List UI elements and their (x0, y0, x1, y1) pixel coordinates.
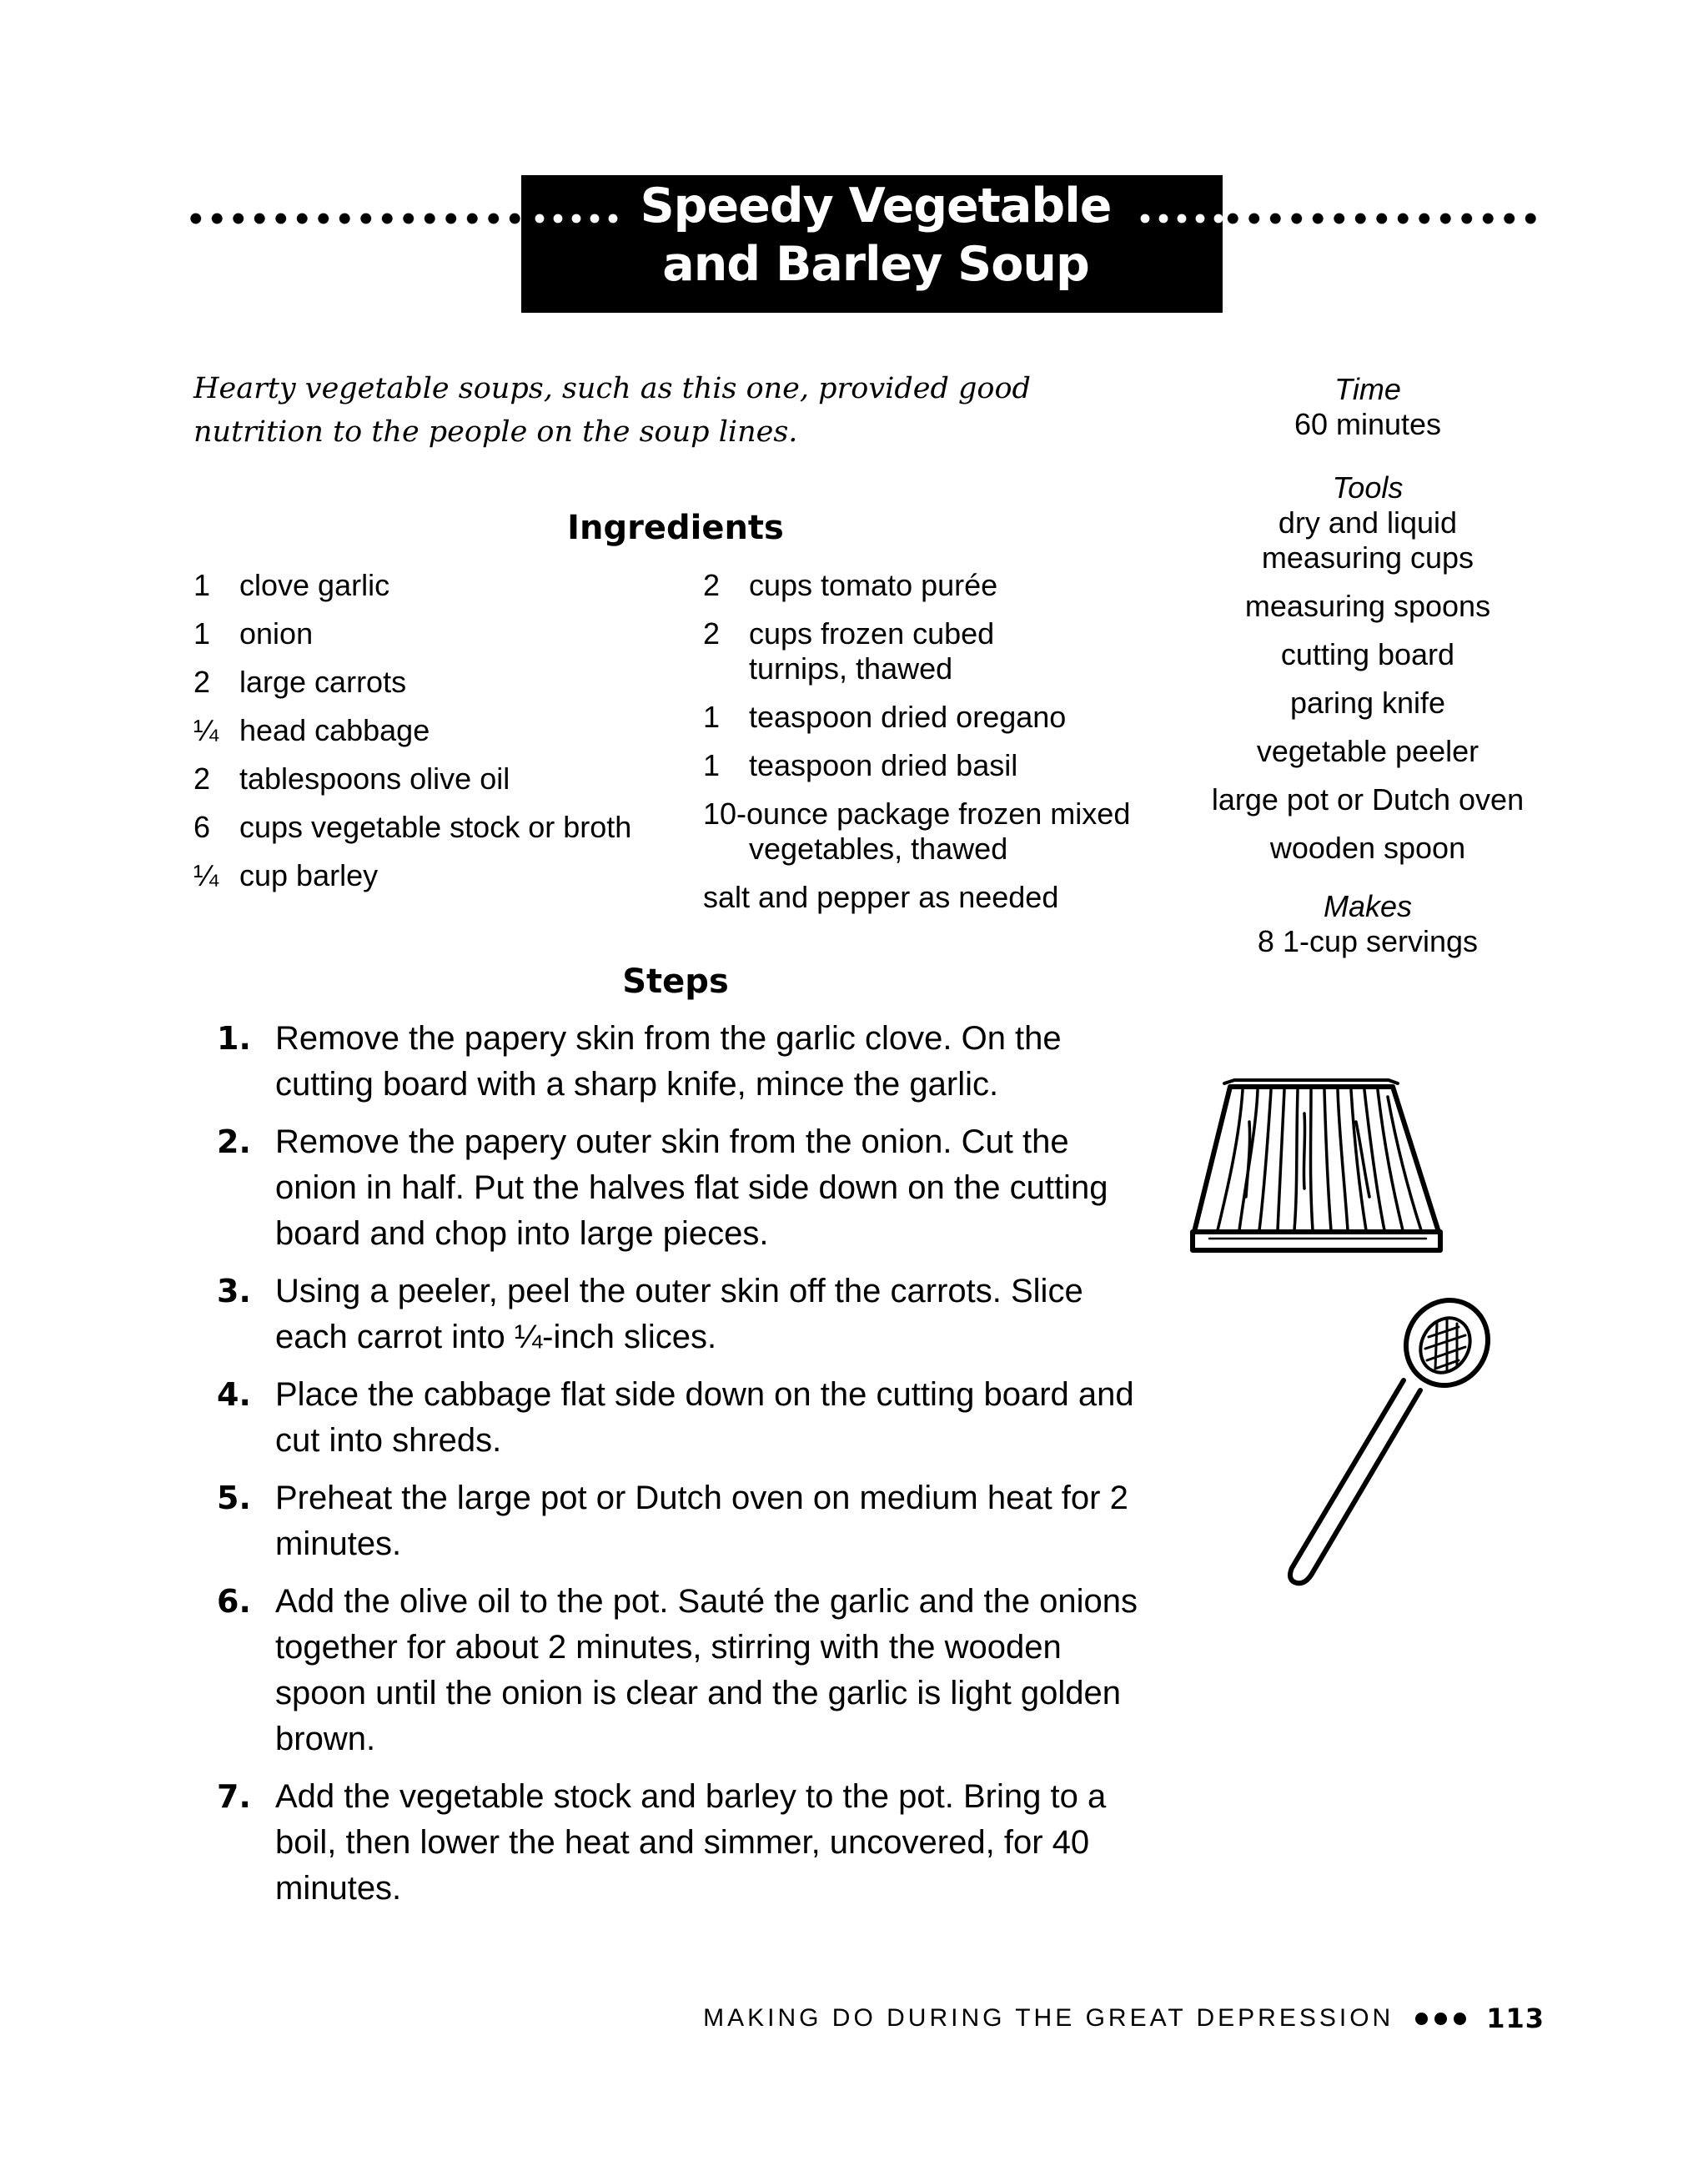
ingredient-item: 10-ounce package frozen mixed vegetables, thawed (703, 797, 1131, 866)
recipe-title-line-2: and Barley Soup (662, 237, 1089, 292)
ingredient-item: ¼ head cabbage (193, 713, 430, 747)
footer-dots-ornament (1415, 2013, 1466, 2025)
tool-item: cutting board (1280, 637, 1455, 671)
ingredient-item: 6 cups vegetable stock or broth (193, 810, 632, 844)
recipe-title (617, 177, 1134, 294)
ingredient-item: 1 clove garlic (193, 568, 390, 602)
tools-label: Tools (1332, 470, 1404, 505)
tool-item: measuring spoons (1244, 589, 1491, 623)
step-item: 6. Add the olive oil to the pot. Sauté the garlic and the onions together for about 2 minutes, stirring with the wooden spoon until the onion is clear and the garlic is light golden brown. (217, 1583, 1138, 1757)
tools-block (1184, 470, 1551, 866)
tool-item: paring knife (1289, 686, 1446, 720)
ingredient-item: 2 large carrots (193, 665, 407, 699)
recipe-sidebar (1184, 372, 1551, 976)
ingredient-item: 1 onion (193, 616, 314, 651)
step-item: 4. Place the cabbage flat side down on the cutting board and cut into shreds. (217, 1376, 1134, 1459)
cutting-board-icon (1184, 1072, 1451, 1264)
steps-list (208, 1016, 1151, 1923)
ingredient-item: 1 teaspoon dried oregano (703, 700, 1067, 734)
step-item: 2. Remove the papery outer skin from the onion. Cut the onion in half. Put the halves flat side down on the cutting board and chop into large pieces. (217, 1123, 1108, 1252)
page-number: 113 (1486, 2003, 1545, 2034)
makes-label: Makes (1323, 889, 1413, 923)
ingredients-heading: Ingredients (567, 509, 784, 547)
ingredient-item: 2 cups tomato purée (703, 568, 998, 602)
title-dot-leader-left (185, 212, 522, 225)
step-item: 1. Remove the papery skin from the garlic clove. On the cutting board with a sharp knife, mince the garlic. (217, 1020, 1062, 1103)
title-inner-dots-left (530, 212, 618, 225)
tool-item: dry and liquid measuring cups (1261, 505, 1474, 575)
step-item: 5. Preheat the large pot or Dutch oven on medium heat for 2 minutes. (217, 1480, 1128, 1562)
ingredient-item: 2 tablespoons olive oil (193, 761, 510, 796)
wooden-spoon-icon (1280, 1297, 1530, 1597)
ingredient-item: ¼ cup barley (193, 858, 379, 892)
time-value: 60 minutes (1294, 407, 1442, 441)
intro-line-2: nutrition to the people on the soup lines. (193, 415, 798, 449)
title-inner-dots-right (1136, 212, 1223, 225)
recipe-intro (193, 367, 1153, 454)
step-item: 3. Using a peeler, peel the outer skin off the carrots. Slice each carrot into ¼-inch slices. (217, 1273, 1083, 1355)
title-dot-leader-right (1201, 212, 1546, 225)
time-block (1184, 372, 1551, 442)
recipe-title-line-1: Speedy Vegetable (640, 178, 1112, 234)
tool-item: vegetable peeler (1256, 734, 1479, 768)
tool-item: large pot or Dutch oven (1211, 782, 1525, 817)
ingredient-item: salt and pepper as needed (703, 880, 1059, 914)
step-item: 7. Add the vegetable stock and barley to the pot. Bring to a boil, then lower the heat and simmer, uncovered, for 40 minutes. (217, 1778, 1107, 1907)
ingredient-item: 2 cups frozen cubed turnips, thawed (703, 616, 995, 686)
tool-item: wooden spoon (1269, 831, 1466, 865)
time-label: Time (1334, 372, 1401, 406)
ingredient-item: 1 teaspoon dried basil (703, 748, 1018, 782)
makes-value: 8 1-cup servings (1257, 924, 1479, 958)
ingredients-list-right (703, 568, 1153, 928)
book-title: MAKING DO DURING THE GREAT DEPRESSION (703, 2004, 1394, 2032)
steps-heading: Steps (622, 962, 729, 1001)
ingredients-list-left (193, 568, 694, 907)
intro-line-1: Hearty vegetable soups, such as this one, provided good (193, 372, 1031, 405)
makes-block (1184, 889, 1551, 959)
page-footer (703, 2002, 1545, 2035)
